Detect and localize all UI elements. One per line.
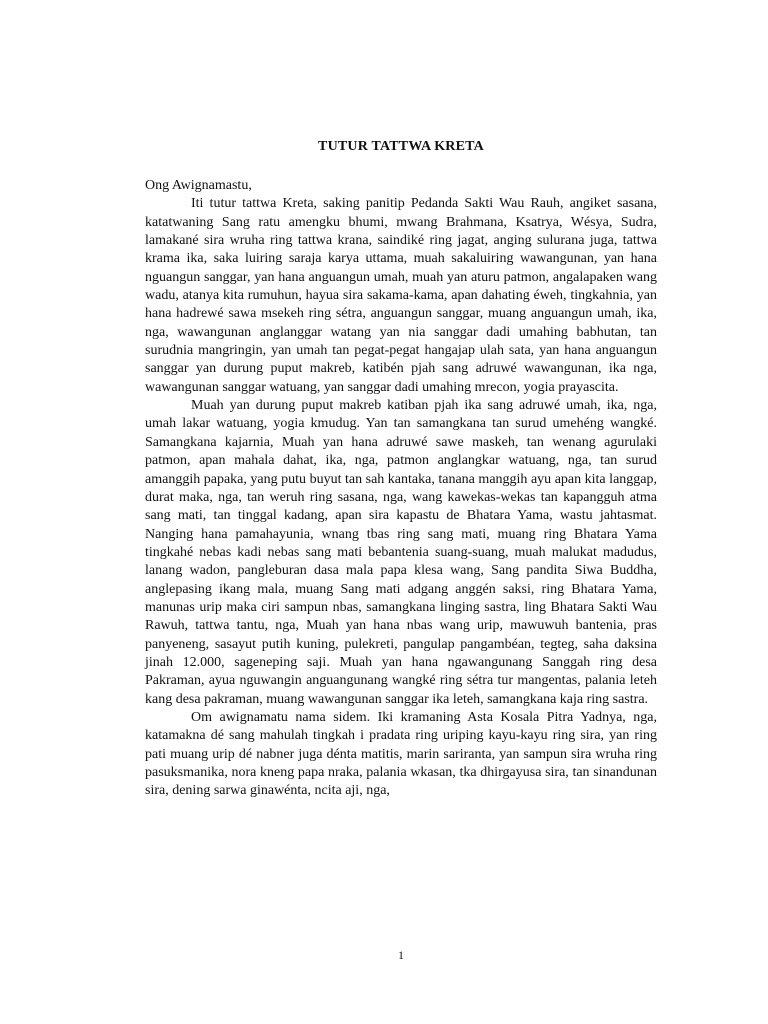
document-title: TUTUR TATTWA KRETA <box>318 139 484 154</box>
opening-line: Ong Awignamastu, <box>145 178 252 193</box>
document-body <box>145 177 657 801</box>
paragraph-2: Muah yan durung puput makreb katiban pjah ika sang adruwé umah, ika, nga, umah lakar watuang, yogia kmudug. Yan tan samangkana tan surud umehéng wangké. Samangkana kajarnia, Muah yan hana adruwé sawe maskeh, tan wenang agurulaki patmon, apan mahala dahat, ika, nga, patmon anglangkar watuang, nga, tan surud amanggih papaka, yang putu buyut tan sah kantaka, tanana manggih ayu apan kita langgap, durat maka, nga, tan weruh ring sasana, nga, wang kawekas-wekas tan kapangguh atma sang mati, tan tinggal kadang, apan sira kapastu de Bhatara Yama, wastu jahtasmat. Nanging hana pamahayunia, wnang tbas ring sang mati, muang ring Bhatara Yama tingkahé nebas kadi nebas sang mati bebantenia suang-suang, muah malukat madudus, lanang wadon, pangleburan dasa mala papa klesa wang, Sang pandita Siwa Buddha, anglepasing ikang mala, muang Sang mati adgang anggén saksi, ring Bhatara Yama, manunas urip maka ciri sampun nbas, samangkana linging sastra, ling Bhatara Sakti Wau Rawuh, tattwa tantu, nga, Muah yan hana nbas wang urip, mawuwuh bantenia, pras panyeneng, sasayut putih kuning, pulekreti, pangulap pangambéan, tegteg, saha daksina jinah 12.000, sageneping saji. Muah yan hana ngawangunang Sanggah ring desa Pakraman, ayua nguwangin anguangunang wangké ring sétra tur mangentas, palania leteh kang desa pakraman, muang wawangunan sanggar ika leteh, samangkana kaja ring sastra. <box>145 398 657 707</box>
paragraph-3: Om awignamatu nama sidem. Iki kramaning Asta Kosala Pitra Yadnya, nga, katamakna dé sang mahulah tingkah i pradata ring uriping kayu-kayu ring sira, yan ring pati muang urip dé nabner juga dénta matitis, marin sariranta, yan sampun sira wruha ring pasuksmanika, nora kneng papa nraka, palania wkasan, tka dhirgayusa sira, tan sinandunan sira, dening sarwa ginawénta, ncita aji, nga, <box>145 709 657 799</box>
page-number: 1 <box>398 948 404 962</box>
paragraph-1: Iti tutur tattwa Kreta, saking panitip Pedanda Sakti Wau Rauh, angiket sasana, katatwaning Sang ratu amengku bhumi, mwang Brahmana, Ksatrya, Wésya, Sudra, lamakané sira wruha ring tattwa krana, saindiké ring jagat, anging sulurana juga, tattwa krama ika, saka luiring saraja karya uttama, muah sakaluiring wawangunan, yan hana nguangun sanggar, yan hana anguangun umah, muah yan aturu patmon, angalapaken wang wadu, atanya kita rumuhun, hayua sira sakama-kama, apan dahating éweh, tingkahnia, yan hana hadrewé sawa msekeh ring sétra, anguangun sanggar, muang anguangun umah, ika, nga, wawangunan anglanggar watang yan nia sanggar dadi umahing babhutan, tan surudnia mangringin, yan umah tan pegat-pegat hangajap ulah sata, yan hana anguangun sanggar yan durung puput makreb, katibén pjah sang adruwé wawangunan, ika nga, wawangunan sanggar watuang, yan sanggar dadi umahing mrecon, yogia prayascita. <box>145 196 657 395</box>
